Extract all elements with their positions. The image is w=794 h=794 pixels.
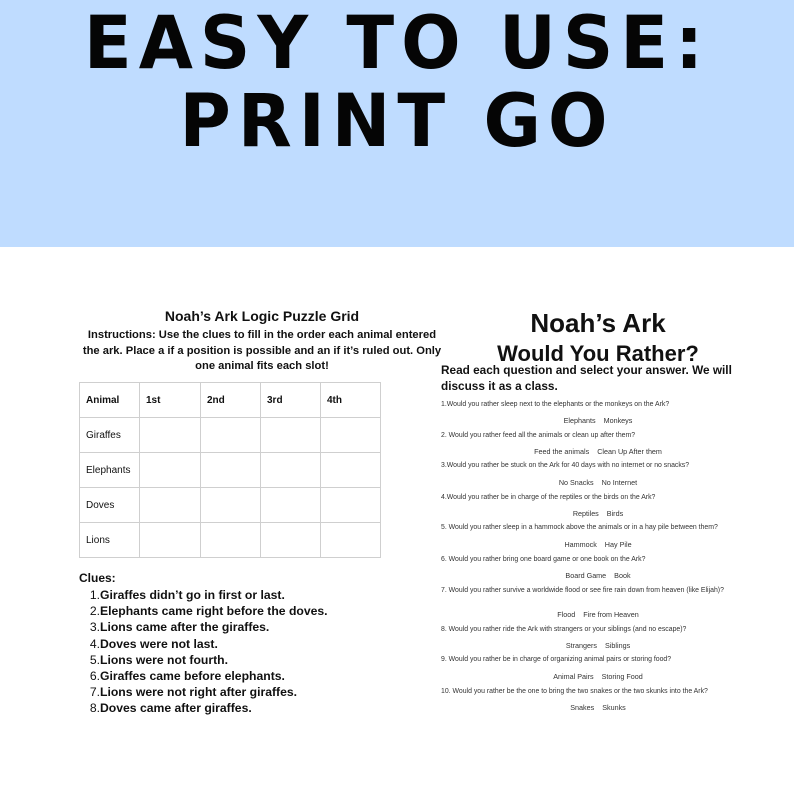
answer-option: Clean Up After them [597,447,662,456]
grid-cell [201,453,261,488]
answer-option: Fire from Heaven [583,610,639,619]
clue-number: 3. [89,620,100,635]
answer-option: Storing Food [601,672,643,681]
clue-item [79,652,328,668]
question-text: 2. Would you rather feed all the animals or clean up after them? [441,432,636,439]
would-you-rather-instructions: Read each question and select your answer. We will discuss it as a class. [441,363,732,393]
answer-option: Hay Pile [604,540,632,549]
question-text: 6. Would you rather bring one board game or one book on the Ark? [441,556,646,563]
grid-row-label: Elephants [80,453,140,488]
clue-number: 7. [89,685,100,700]
clue-number: 8. [89,701,100,716]
question-options [441,509,755,518]
answer-option: Book [614,571,631,580]
grid-cell [261,418,321,453]
clue-text: Doves came after giraffes. [100,701,252,716]
banner-headline-line2: PRINT GO [179,77,615,165]
clue-item [79,700,328,716]
grid-cell [321,453,381,488]
grid-cell [201,523,261,558]
question-options [441,416,755,425]
banner-headline-line1: EASY TO USE: [83,0,711,87]
question-text: 1.Would you rather sleep next to the elephants or the monkeys on the Ark? [441,401,670,408]
grid-row-label: Lions [80,523,140,558]
clue-item [79,636,328,652]
grid-cell [201,488,261,523]
answer-option: Feed the animals [534,447,590,456]
question-options [441,610,755,619]
grid-row-label: Giraffes [80,418,140,453]
clue-text: Lions were not right after giraffes. [100,685,298,700]
grid-header-2nd: 2nd [201,383,261,418]
clue-text: Giraffes came before elephants. [100,668,285,683]
logic-puzzle-title: Noah’s Ark Logic Puzzle Grid [164,308,360,324]
grid-cell [201,418,261,453]
question-text: 3.Would you rather be stuck on the Ark for 40 days with no internet or no snacks? [441,462,690,469]
answer-option: Flood [557,610,576,619]
grid-cell [140,488,201,523]
logic-grid-header-row [80,383,381,418]
clue-text: Giraffes didn’t go in first or last. [100,588,285,602]
grid-cell [321,523,381,558]
question-text: 9. Would you rather be in charge of organizing animal pairs or storing food? [441,656,672,663]
grid-cell [140,453,201,488]
clue-text: Elephants came right before the doves. [100,604,328,619]
question-options [441,447,755,456]
clues-list [79,587,328,717]
logic-puzzle-instructions: Instructions: Use the clues to fill in the order each animal entered the ark. Place a if a position is possible and an if it’s ruled out. Only one animal fits each slot! [82,329,442,372]
clue-number: 1. [89,588,100,602]
question-text: 4.Would you rather be in charge of the reptiles or the birds on the Ark? [441,494,656,501]
top-banner [0,0,794,247]
question-options [441,478,755,487]
question-options [441,672,755,681]
clue-text: Lions came after the giraffes. [100,620,270,635]
grid-header-1st: 1st [140,383,201,418]
clue-item [79,587,328,603]
answer-option: Hammock [564,540,597,549]
grid-cell [321,488,381,523]
would-you-rather-title-line2: Would You Rather? [497,341,699,366]
grid-header-3rd: 3rd [261,383,321,418]
logic-grid-row [80,453,381,488]
clues-heading: Clues: [79,571,116,585]
question-options [441,703,755,712]
answer-option: Monkeys [603,416,633,425]
grid-cell [321,418,381,453]
grid-cell [261,523,321,558]
answer-option: Skunks [602,703,626,712]
clue-text: Doves were not last. [100,636,218,651]
grid-row-label: Doves [80,488,140,523]
question-text: 5. Would you rather sleep in a hammock above the animals or in a hay pile between them? [441,524,718,531]
answer-option: Board Game [565,571,607,580]
question-options [441,641,755,650]
clue-text: Lions were not fourth. [100,652,228,667]
answer-option: Snakes [570,703,595,712]
grid-header-animal: Animal [80,383,140,418]
logic-grid-row [80,523,381,558]
answer-option: Strangers [565,641,597,650]
grid-cell [261,453,321,488]
clue-number: 4. [89,636,100,651]
answer-option: Birds [606,509,624,518]
clue-item [79,684,328,700]
answer-option: No Internet [601,478,638,487]
question-text: 7. Would you rather survive a worldwide flood or see fire rain down from heaven (like Elijah)? [441,587,724,594]
grid-cell [261,488,321,523]
clue-number: 2. [89,604,100,619]
clue-number: 6. [89,668,100,683]
grid-header-4th: 4th [321,383,381,418]
answer-option: Animal Pairs [553,672,594,681]
question-options [441,540,755,549]
question-options [441,571,755,580]
clue-item [79,619,328,635]
clue-item [79,603,328,619]
would-you-rather-title-line1: Noah’s Ark [530,308,666,338]
logic-grid-row [80,488,381,523]
logic-grid-row [80,418,381,453]
grid-cell [140,418,201,453]
answer-option: Elephants [563,416,596,425]
question-text: 10. Would you rather be the one to bring the two snakes or the two skunks into the Ark? [441,688,708,695]
answer-option: Reptiles [572,509,599,518]
answer-option: No Snacks [558,478,594,487]
clue-item [79,668,328,684]
grid-cell [140,523,201,558]
answer-option: Siblings [605,641,631,650]
question-text: 8. Would you rather ride the Ark with strangers or your siblings (and no escape)? [441,626,687,633]
logic-grid [79,382,381,558]
clue-number: 5. [89,652,100,667]
